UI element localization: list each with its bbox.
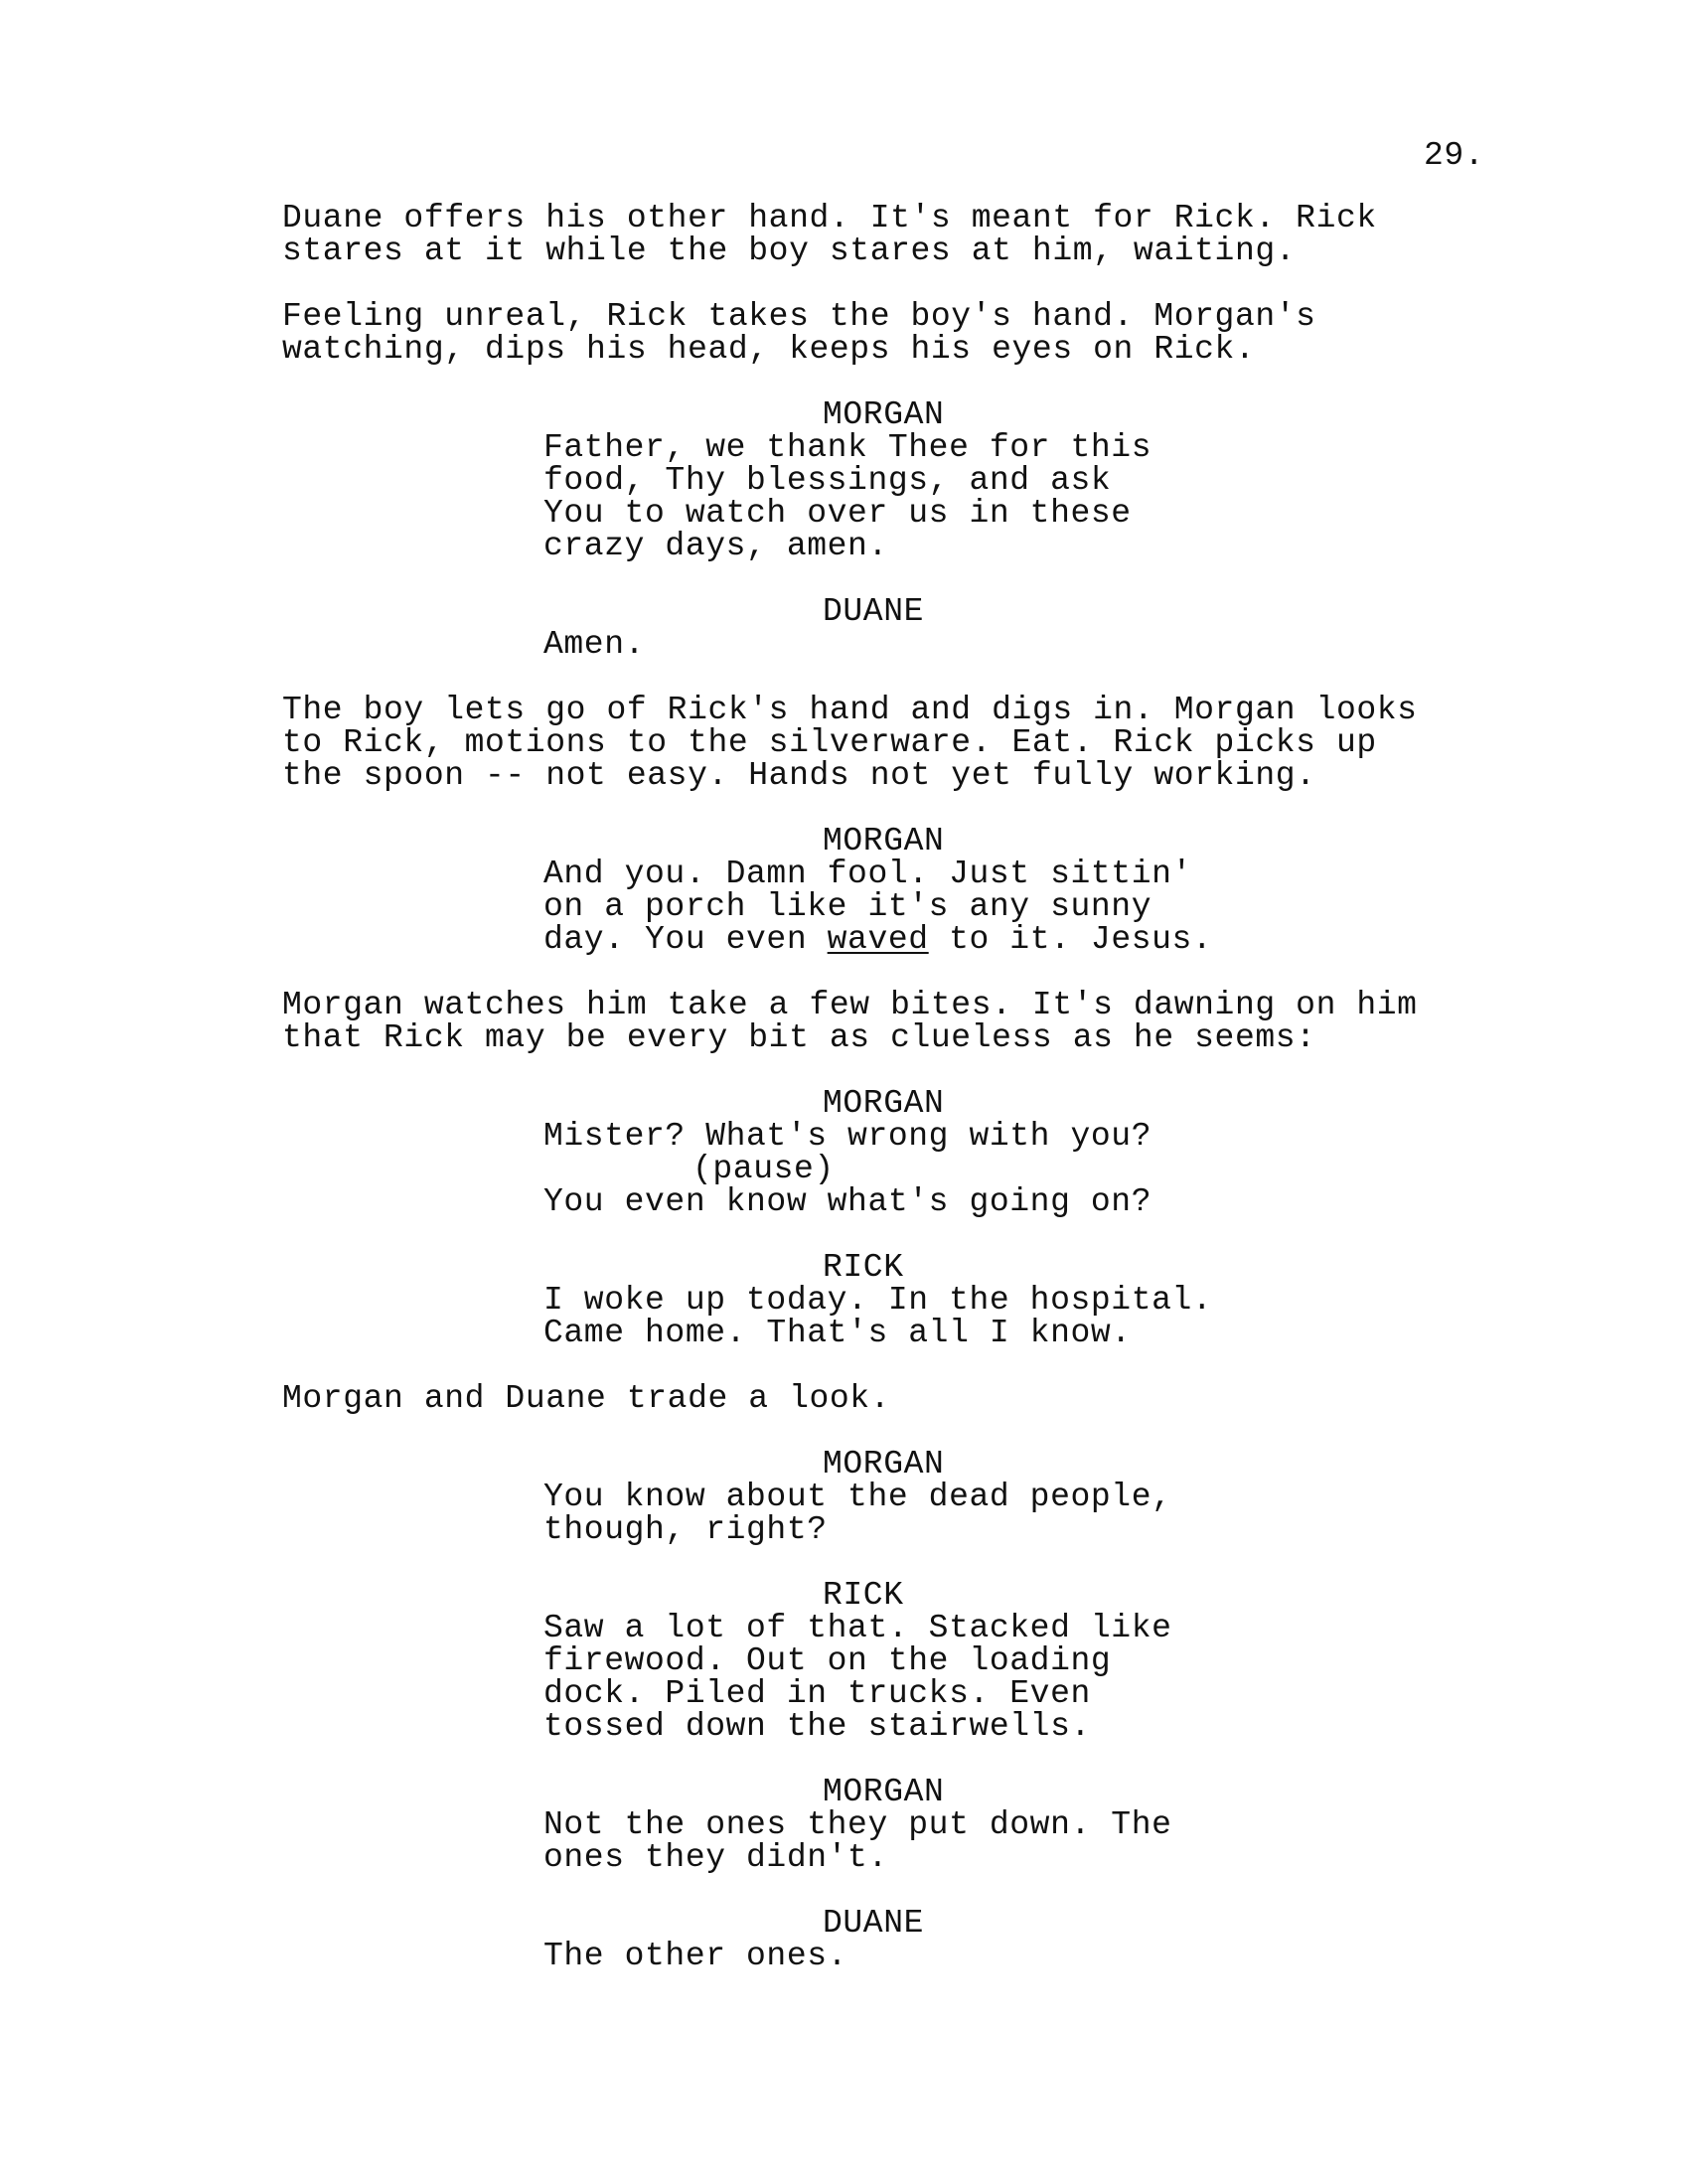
character-name: RICK (823, 1249, 904, 1286)
character-name: MORGAN (823, 1085, 945, 1122)
character-name: MORGAN (823, 1774, 945, 1810)
action-line: Morgan and Duane trade a look. (282, 1380, 891, 1417)
character-name: MORGAN (823, 1446, 945, 1482)
character-name: DUANE (823, 1905, 925, 1942)
character-name: DUANE (823, 593, 925, 630)
action-line: the spoon -- not easy. Hands not yet fully working. (282, 757, 1316, 794)
action-line: stares at it while the boy stares at him, waiting. (282, 233, 1297, 269)
page-number: 29. (1424, 137, 1485, 174)
dialogue-line: though, right? (543, 1511, 828, 1548)
dialogue-line: on a porch like it's any sunny (543, 888, 1152, 925)
dialogue-line: And you. Damn fool. Just sittin' (543, 856, 1192, 892)
dialogue-line: I woke up today. In the hospital. (543, 1282, 1213, 1319)
dialogue-line: You know about the dead people, (543, 1479, 1172, 1515)
dialogue-line: food, Thy blessings, and ask (543, 462, 1112, 499)
dialogue-line: Not the ones they put down. The (543, 1806, 1172, 1843)
dialogue-line: Saw a lot of that. Stacked like (543, 1610, 1172, 1646)
character-name: MORGAN (823, 823, 945, 859)
dialogue-line: Amen. (543, 626, 646, 663)
dialogue-line: Mister? What's wrong with you? (543, 1118, 1152, 1155)
action-line: Morgan watches him take a few bites. It's dawning on him (282, 987, 1418, 1023)
action-line: that Rick may be every bit as clueless as he seems: (282, 1019, 1316, 1056)
dialogue-line: Came home. That's all I know. (543, 1315, 1132, 1351)
dialogue-line: firewood. Out on the loading (543, 1642, 1112, 1679)
character-name: MORGAN (823, 396, 945, 433)
dialogue-line: tossed down the stairwells. (543, 1708, 1091, 1745)
action-line: to Rick, motions to the silverware. Eat. Rick picks up (282, 724, 1377, 761)
dialogue-line: crazy days, amen. (543, 528, 888, 564)
dialogue-line: You even know what's going on? (543, 1183, 1152, 1220)
dialogue-line: The other ones. (543, 1938, 848, 1974)
dialogue-line: You to watch over us in these (543, 495, 1132, 532)
action-line: watching, dips his head, keeps his eyes on Rick. (282, 331, 1256, 368)
underlined-word: waved (827, 921, 929, 958)
dialogue-line: dock. Piled in trucks. Even (543, 1675, 1091, 1712)
character-name: RICK (823, 1577, 904, 1614)
dialogue-line: Father, we thank Thee for this (543, 429, 1152, 466)
dialogue-fragment: to it. Jesus. (928, 921, 1213, 958)
parenthetical: (pause) (692, 1151, 835, 1187)
dialogue-line: ones they didn't. (543, 1839, 888, 1876)
action-line: Feeling unreal, Rick takes the boy's hand. Morgan's (282, 298, 1316, 335)
action-line: The boy lets go of Rick's hand and digs in. Morgan looks (282, 692, 1418, 728)
dialogue-fragment: day. You even (543, 921, 828, 958)
action-line: Duane offers his other hand. It's meant for Rick. Rick (282, 200, 1377, 236)
dialogue-line-with-emphasis (543, 923, 1212, 956)
